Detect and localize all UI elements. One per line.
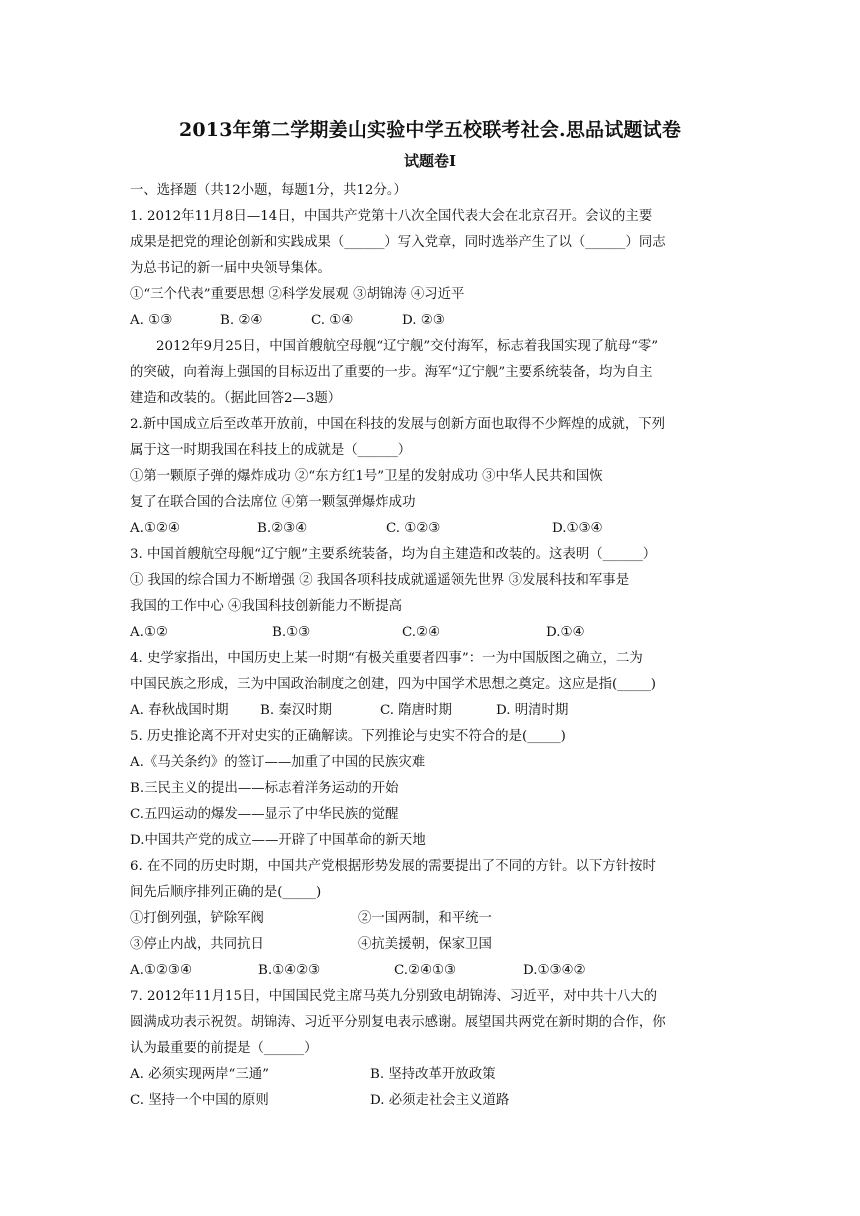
q5-option-a: A.《马关条约》的签订——加重了中国的民族灾难: [130, 755, 426, 770]
q6-option-c: C.②④①③: [394, 963, 457, 978]
q5-option-d: D.中国共产党的成立——开辟了中国革命的新天地: [130, 833, 426, 848]
material-line2: 的突破，向着海上强国的目标迈出了重要的一步。海军“辽宁舰”主要系统装备，均为自主: [130, 365, 653, 380]
q7-options-row1: [130, 1065, 730, 1085]
q1-options: [130, 311, 730, 331]
q4-option-d: D. 明清时期: [496, 703, 569, 718]
q2-option-a: A.①②④: [130, 521, 180, 536]
q6-item-1: ①打倒列强，铲除军阀: [130, 911, 264, 926]
q2-stem-line1: 2.新中国成立后至改革开放前，中国在科技的发展与创新方面也取得不少辉煌的成就，下列: [130, 417, 666, 432]
q2-items-line2: 复了在联合国的合法席位 ④第一颗氢弹爆炸成功: [130, 495, 416, 510]
q2-option-c: C. ①②③: [386, 521, 441, 536]
q1-option-b: B. ②④: [220, 313, 263, 328]
q3-items-line2: 我国的工作中心 ④我国科技创新能力不断提高: [130, 599, 403, 614]
q1-option-c: C. ①④: [311, 313, 354, 328]
q7-option-c: C. 坚持一个中国的原则: [130, 1093, 269, 1108]
q6-stem-line1: 6. 在不同的历史时期，中国共产党根据形势发展的需要提出了不同的方针。以下方针按时: [130, 859, 656, 874]
q6-item-4: ④抗美援朝，保家卫国: [358, 937, 492, 952]
section-header: 一、选择题（共12小题，每题1分，共12分。）: [130, 183, 407, 198]
q3-options: [130, 623, 730, 643]
q3-option-d: D.①④: [546, 625, 585, 640]
q4-option-a: A. 春秋战国时期: [130, 703, 229, 718]
q6-item-3: ③停止内战，共同抗日: [130, 937, 264, 952]
q5-stem: 5. 历史推论离不开对史实的正确解读。下列推论与史实不符合的是(_____): [130, 729, 566, 744]
q2-option-b: B.②③④: [257, 521, 308, 536]
q6-option-d: D.①③④②: [523, 963, 586, 978]
q4-options: [130, 701, 730, 721]
q5-option-c: C.五四运动的爆发——显示了中华民族的觉醒: [130, 807, 399, 822]
q1-stem-line1: 1. 2012年11月8日—14日，中国共产党第十八次全国代表大会在北京召开。会议的主要: [130, 209, 653, 224]
q3-items-line1: ① 我国的综合国力不断增强 ② 我国各项科技成就遥遥领先世界 ③发展科技和军事是: [130, 573, 630, 588]
material-line1: 2012年9月25日，中国首艘航空母舰“辽宁舰”交付海军，标志着我国实现了航母“零”: [156, 339, 659, 354]
q6-items-row2: [130, 935, 730, 955]
q7-option-a: A. 必须实现两岸“三通”: [130, 1067, 269, 1082]
material-line3: 建造和改装的。（据此回答2—3题）: [130, 391, 342, 406]
q2-items-line1: ①第一颗原子弹的爆炸成功 ②“东方红1号”卫星的发射成功 ③中华人民共和国恢: [130, 469, 603, 484]
q2-stem-line2: 属于这一时期我国在科技上的成就是（______）: [130, 443, 412, 458]
q4-option-c: C. 隋唐时期: [380, 703, 452, 718]
q2-options: [130, 519, 730, 539]
q4-stem-line1: 4. 史学家指出，中国历史上某一时期“有极关重要者四事”：一为中国版图之确立，二为: [130, 651, 643, 666]
q6-items-row1: [130, 909, 730, 929]
q7-option-d: D. 必须走社会主义道路: [370, 1093, 510, 1108]
exam-subtitle: 试题卷Ⅰ: [403, 152, 457, 170]
q7-stem-line3: 认为最重要的前提是（______）: [130, 1041, 318, 1056]
q5-option-b: B.三民主义的提出——标志着洋务运动的开始: [130, 781, 399, 796]
q3-option-c: C.②④: [402, 625, 441, 640]
q2-option-d: D.①③④: [552, 521, 603, 536]
q1-option-a: A. ①③: [130, 313, 173, 328]
q6-option-a: A.①②③④: [130, 963, 192, 978]
q3-stem-line1: 3. 中国首艘航空母舰“辽宁舰”主要系统装备，均为自主建造和改装的。这表明（______）: [130, 547, 657, 562]
q1-option-d: D. ②③: [402, 313, 445, 328]
q6-option-b: B.①④②③: [258, 963, 321, 978]
q7-option-b: B. 坚持改革开放政策: [370, 1067, 496, 1082]
q7-stem-line1: 7. 2012年11月15日，中国国民党主席马英九分别致电胡锦涛、习近平，对中共十八大的: [130, 989, 658, 1004]
q3-option-b: B.①③: [272, 625, 311, 640]
q6-options: [130, 961, 730, 981]
q7-stem-line2: 圆满成功表示祝贺。胡锦涛、习近平分别复电表示感谢。展望国共两党在新时期的合作，你: [130, 1015, 666, 1030]
q1-items: ①“三个代表”重要思想 ②科学发展观 ③胡锦涛 ④习近平: [130, 287, 465, 302]
q3-option-a: A.①②: [130, 625, 168, 640]
q4-option-b: B. 秦汉时期: [260, 703, 332, 718]
exam-title: 2013年第二学期姜山实验中学五校联考社会.思品试题试卷: [178, 119, 682, 141]
q6-item-2: ②一国两制，和平统一: [358, 911, 492, 926]
q7-options-row2: [130, 1091, 730, 1111]
q1-stem-line3: 为总书记的新一届中央领导集体。: [130, 261, 331, 276]
q1-stem-line2: 成果是把党的理论创新和实践成果（______）写入党章，同时选举产生了以（______）同志: [130, 235, 666, 250]
q4-stem-line2: 中国民族之形成，三为中国政治制度之创建，四为中国学术思想之奠定。这应是指(_____): [130, 677, 656, 692]
q6-stem-line2: 间先后顺序排列正确的是(_____): [130, 885, 322, 900]
